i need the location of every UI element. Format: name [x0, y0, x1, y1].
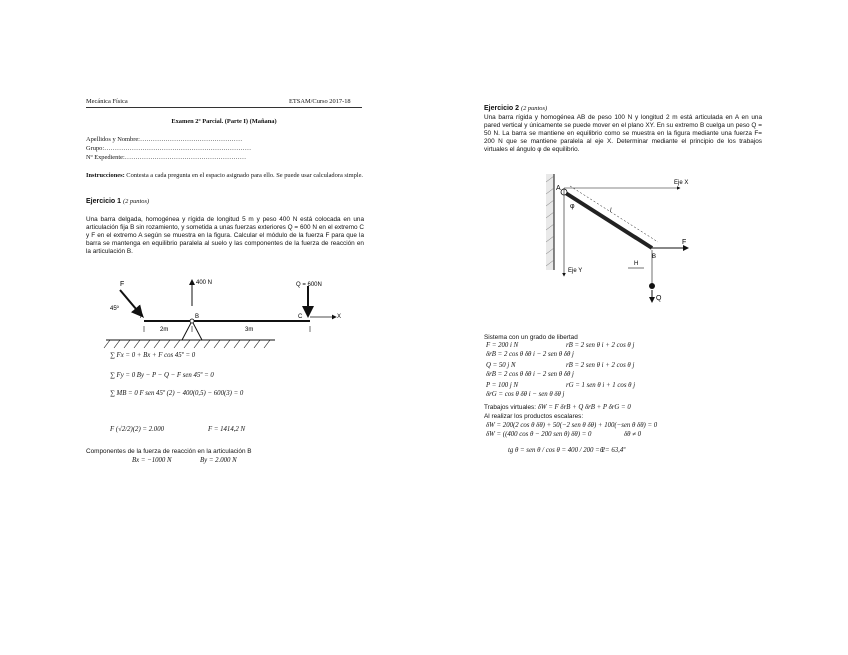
ex2-label-y: Eje Y — [568, 268, 583, 274]
ex2-eq-rb1: rB = 2 sen θ i + 2 cos θ j — [566, 342, 635, 349]
header-year: ETSAM/Curso 2017-18 — [289, 98, 351, 105]
ex1-dim-3m: 3m — [245, 327, 254, 333]
ex1-pin — [190, 319, 194, 323]
ex1-points: (2 puntos) — [122, 198, 150, 205]
ex2-label-phi: φ — [570, 203, 575, 210]
ex2-heading — [484, 105, 547, 114]
ex2-virtual-work — [484, 404, 631, 412]
instructions-text: Contesta a cada pregunta en el espacio asignado para ello. Se puede usar calculadora simple. — [124, 172, 364, 179]
ex1-eq-sumfx: ∑ Fx = 0 + Bx + F cos 45º = 0 — [110, 352, 196, 359]
ex2-statement: Una barra rígida y homogénea AB de peso 100 N y longitud 2 m está articulada en A en una pared vertical y únicamente se puede mover en el plano XY. En su extremo B cuelga un peso Q = 50 N. La barra se mantiene en equilibrio como se muestra en la figura mediante una fuerza F= 200 N que se mantiene paralela al eje X. Determinar mediante el principio de los trabajos virtuales el ángulo φ de equilibrio. — [484, 114, 762, 153]
ex1-eq-summb: ∑ MB = 0 F sen 45º (2) − 400(0,5) − 600(3) = 0 — [110, 390, 244, 397]
ex2-label-b: B — [652, 254, 657, 260]
ex1-figure — [100, 274, 360, 354]
ex1-label-f: F — [120, 281, 125, 288]
ex1-eq-sumfy: ∑ Fy = 0 By − P − Q − F sen 45º = 0 — [110, 372, 214, 379]
ex2-eq-s2: δW = ((400 cos θ − 200 sen θ) δθ) = 0 — [486, 431, 592, 438]
ex2-bar — [564, 192, 652, 248]
ex1-dim-2m: 2m — [160, 327, 169, 333]
ex2-eq-rg: rG = 1 sen θ i + 1 cos θ j — [566, 382, 636, 389]
ex2-points: (2 puntos) — [520, 105, 548, 112]
ex2-vw-label: Trabajos virtuales: — [484, 404, 538, 411]
ex2-eq-theta: θ = 63,4º — [600, 447, 626, 454]
ex2-eq-tan: tg θ = sen θ / cos θ = 400 / 200 = 2 — [508, 447, 605, 454]
ex2-eq-f: F = 200 i N — [486, 342, 519, 349]
ex2-eq-rb2: rB = 2 sen θ i + 2 cos θ j — [566, 362, 635, 369]
ex2-vw-eq: δW = F δrB + Q δrB + P δrG = 0 — [537, 404, 631, 411]
exam-title: Examen 2º Parcial. (Parte I) (Mañana) — [171, 118, 277, 125]
ex1-label-q: Q = 600N — [296, 282, 322, 288]
ex2-label-a: A — [556, 185, 561, 192]
ex2-figure — [540, 172, 700, 304]
instructions — [86, 172, 364, 180]
ex2-label-f: F — [682, 239, 687, 246]
ex2-eq-drb1: δrB = 2 cos θ δθ i − 2 sen θ δθ j — [486, 351, 574, 358]
field-name: Apellidos y Nombre:………………………………………… — [86, 136, 243, 143]
ex2-dof: Sistema con un grado de libertad — [484, 334, 578, 341]
ex2-eq-p: P = 100 j N — [486, 382, 519, 389]
ex2-eq-s2b: δθ ≠ 0 — [624, 431, 642, 438]
ex2-eq-q: Q = 50 j N — [486, 362, 516, 369]
ex1-force-f — [120, 290, 142, 316]
ex1-label-y: 400 N — [196, 280, 213, 286]
ex1-eq-result: F = 1414,2 N — [208, 426, 246, 433]
ex2-eq-drb2: δrB = 2 cos θ δθ i − 2 sen θ δθ j — [486, 371, 574, 378]
ex1-eq-solve: F (√2/2)(2) = 2.000 — [110, 426, 164, 433]
ex2-eq-s1: δW = 200(2 cos θ δθ) + 50(−2 sen θ δθ) + 100(−sen θ δθ) = 0 — [486, 422, 658, 429]
ex2-label-x: Eje X — [674, 180, 689, 186]
ex2-label-h: H — [634, 261, 639, 267]
ex1-label-45: 45º — [110, 306, 119, 312]
ex2-title: Ejercicio 2 — [484, 105, 520, 112]
ex1-reaction-title: Componentes de la fuerza de reacción en la articulación B — [86, 448, 252, 455]
ex2-eq-drg: δrG = cos θ δθ i − sen θ δθ j — [486, 391, 565, 398]
ex2-label-l: l — [610, 208, 612, 214]
ex1-label-b: B — [195, 314, 200, 320]
ex1-label-a: A — [140, 314, 145, 320]
header-rule — [86, 107, 362, 108]
instructions-label: Instrucciones: — [86, 172, 125, 179]
ex1-heading — [86, 198, 149, 207]
ex1-ground-hatch — [104, 340, 270, 348]
ex2-wall — [546, 174, 554, 270]
ex2-label-q: Q — [656, 295, 662, 302]
ex1-label-x: X — [337, 314, 342, 320]
ex1-label-c: C — [298, 314, 303, 320]
ex2-weight — [649, 283, 655, 289]
header-course: Mecánica Física — [86, 98, 128, 105]
ex1-reaction-bx: Bx = −1000 N — [132, 457, 172, 464]
ex1-title: Ejercicio 1 — [86, 198, 122, 205]
ex1-reaction-by: By = 2.000 N — [200, 457, 237, 464]
field-record: Nº Expediente:………………………………………………… — [86, 154, 247, 161]
field-group: Grupo:…………………………………………………………… — [86, 145, 252, 152]
ex1-statement: Una barra delgada, homogénea y rígida de longitud 5 m y peso 400 N está colocada en una articulación fija B sin rozamiento, y sometida a unas fuerzas exteriores Q = 600 N en el extremo C y F en el extremo A según se muestra en la figura. Calcular el módulo de la fuerza F para que la barra se mantenga en equilibrio paralela al suelo y las componentes de la fuerza de reacción en la articulación B. — [86, 216, 364, 255]
ex2-scalar-label: Al realizar los productos escalares: — [484, 413, 584, 420]
